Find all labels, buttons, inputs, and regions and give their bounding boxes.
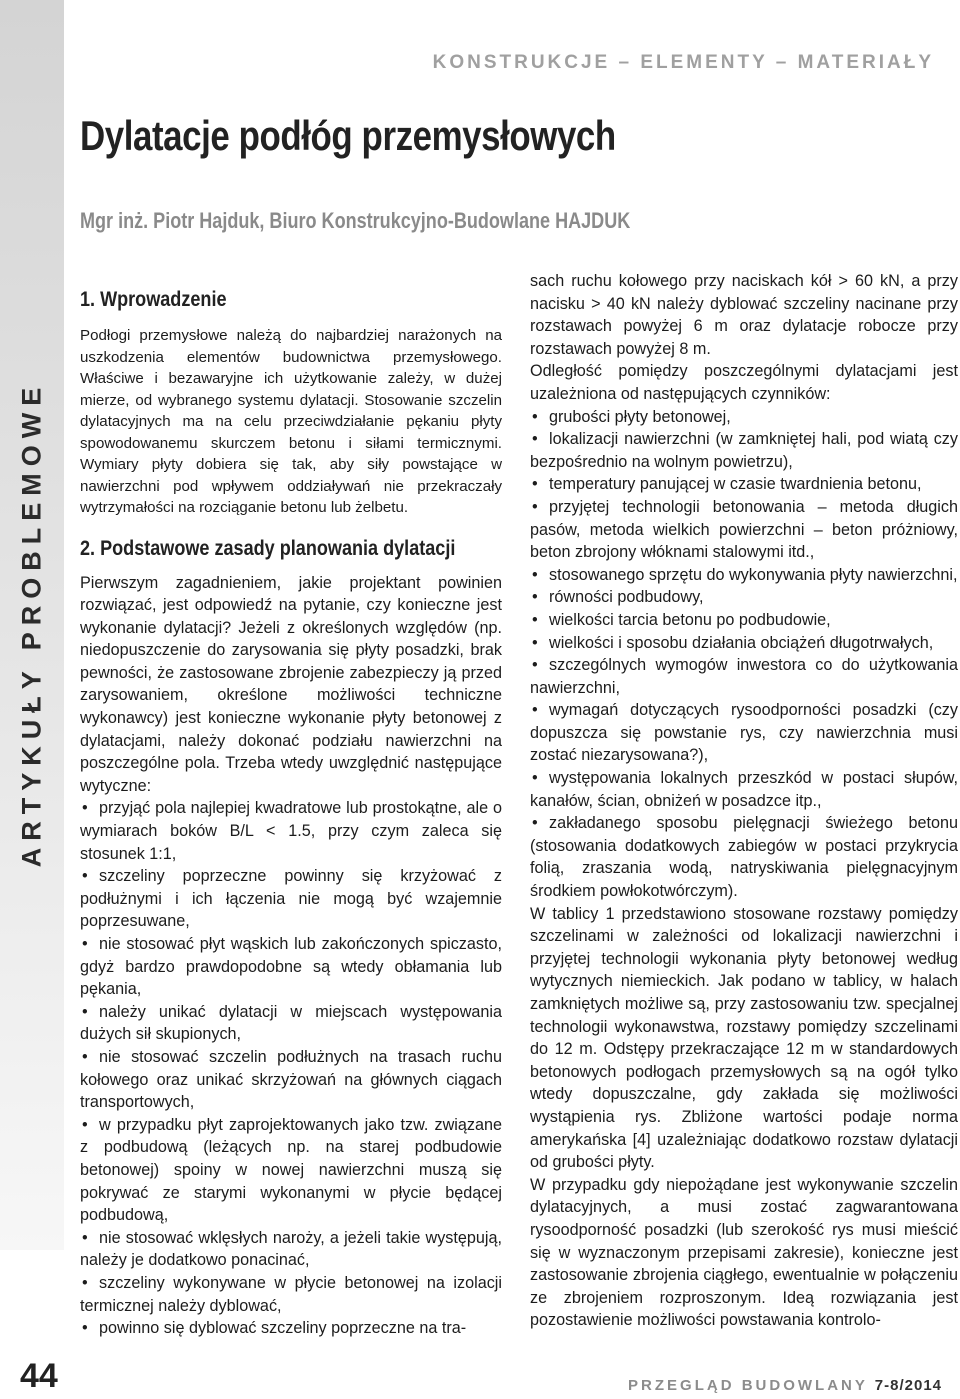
- bullet-icon: •: [532, 769, 538, 788]
- left-column: [80, 285, 502, 1340]
- factors-list: [530, 406, 958, 903]
- list-item: • w przypadku płyt zaprojektowanych jako tzw. związane z podbudową (leżących np. na starej podbudowie betonowej) spoiny w nowej nawierzchni muszą się pokrywać ze starymi wykonanymi w płycie będącej podbudową,: [80, 1115, 502, 1225]
- bullet-icon: •: [82, 867, 88, 886]
- list-item: • szczeliny poprzeczne powinny się krzyżować z podłużnymi i ich łączenia nie mogą być wzajemnie poprzesuwane,: [80, 867, 502, 931]
- author-line: Mgr inż. Piotr Hajduk, Biuro Konstrukcyjno-Budowlane HAJDUK: [80, 208, 631, 233]
- list-item: • szczeliny wykonywane w płycie betonowej na izolacji termicznej należy dyblować,: [80, 1273, 502, 1315]
- list-item: • lokalizacji nawierzchni (w zamkniętej hali, pod wiatą czy bezpośrednio na wolnym powietrzu),: [530, 430, 958, 471]
- bullet-icon: •: [532, 497, 538, 516]
- bullet-icon: •: [82, 1002, 88, 1021]
- section-header: KONSTRUKCJE – ELEMENTY – MATERIAŁY: [432, 52, 934, 73]
- bullet-icon: •: [82, 1273, 88, 1292]
- bullet-icon: •: [532, 407, 538, 426]
- list-item: • temperatury panującej w czasie twardnienia betonu,: [530, 473, 958, 496]
- guidelines-list: [80, 797, 502, 1339]
- list-item: • nie stosować szczelin podłużnych na trasach ruchu kołowego oraz unikać skrzyżowań na głównych ciągach transportowych,: [80, 1047, 502, 1112]
- side-bar: [0, 0, 64, 1250]
- bullet-icon: •: [532, 430, 538, 449]
- bullet-icon: •: [532, 633, 538, 652]
- intro-paragraph: Podłogi przemysłowe należą do najbardziej narażonych na uszkodzenia elementów budownictwa przemysłowego. Właściwe i bezawaryjne ich użytkowanie zależy, w dużej mierze, od wybranego systemu dylatacji. Stosowanie szczelin dylatacyjnych ma na celu przeciwdziałanie pękaniu płyty spowodowanemu skurczem betonu i siłami termicznymi. Wymiary płyty dobiera się tak, aby siły powstające w nawierzchni pod wpływem oddziaływań nie przekraczały wytrzymałości na rozciąganie betonu lub żelbetu.: [80, 327, 502, 516]
- list-item: • stosowanego sprzętu do wykonywania płyty nawierzchni,: [530, 564, 958, 587]
- list-item: • nie stosować wklęsłych naroży, a jeżeli takie występują, należy je dodatkowo ponacinać,: [80, 1228, 502, 1270]
- list-item: • występowania lokalnych przeszkód w postaci słupów, kanałów, ścian, obniżeń w posadzce itp.,: [530, 769, 958, 810]
- bullet-icon: •: [532, 701, 538, 720]
- bullet-icon: •: [82, 1115, 88, 1134]
- list-item: • grubości płyty betonowej,: [530, 406, 958, 429]
- bullet-icon: •: [532, 656, 538, 675]
- planning-paragraph: Pierwszym zagadnieniem, jakie projektant powinien rozwiązać, jest odpowiedź na pytanie, czy konieczne jest wykonanie dylatacji? Jeżeli z określonych względów (np. niedopuszczenie do zarysowania się płyty posadzki, brak pewności, że zastosowane zbrojenie zabezpieczy ją przed zarysowaniem, określone możliwości techniczne wykonawcy) jest konieczne wykonanie płyty betonowej z dylatacjami, należy dokonać podziału nawierzchni na poszczególne pola. Trzeba wtedy uwzględnić następujące wytyczne:: [80, 573, 502, 795]
- bullet-icon: •: [532, 814, 538, 833]
- list-item: • wielkości tarcia betonu po podbudowie,: [530, 609, 958, 632]
- list-item: • zakładanego sposobu pielęgnacji świeżego betonu (stosowania dodatkowych zabiegów w postaci przykrycia folią, zraszania wodą, natryskiwania pielęgnacyjnym środkiem powłokotwórczym).: [530, 814, 958, 901]
- factors-intro: Odległość pomiędzy poszczególnymi dylatacjami jest uzależniona od następujących czynników:: [530, 362, 958, 403]
- bullet-icon: •: [532, 565, 538, 584]
- list-item: • przyjętej technologii betonowania – metoda długich pasów, metoda wielkich powierzchni – beton próżniowy, beton zbrojony włóknami stalowymi itd.,: [530, 497, 958, 562]
- list-item: • wymagań dotyczących rysoodporności posadzki (czy dopuszcza się powstanie rys, czy nawierzchnia musi zostać niezarysowana?),: [530, 701, 958, 765]
- continuation-paragraph: sach ruchu kołowego przy naciskach kół > 60 kN, a przy nacisku > 40 kN należy dyblować szczeliny nacinane przy rozstawach powyżej 6 m oraz dylatacje robocze przy rozstawach powyżej 8 m.: [530, 272, 958, 358]
- bullet-icon: •: [82, 1047, 88, 1066]
- list-item: • wielkości i sposobu działania obciążeń długotrwałych,: [530, 632, 958, 655]
- list-item: • równości podbudowy,: [530, 586, 958, 609]
- bullet-icon: •: [532, 588, 538, 607]
- side-label: ARTYKUŁY PROBLEMOWE: [16, 380, 47, 868]
- issue-number: 7-8/2014: [874, 1377, 942, 1394]
- table-paragraph: W tablicy 1 przedstawiono stosowane rozstawy pomiędzy szczelinami w zależności od lokalizacji nawierzchni i przyjętej technologii wykonania płyty betonowej według wytycznych niemieckich. Jak podano w tablicy, w halach zamkniętych możliwe są, przy zastosowaniu tzw. specjalnej technologii wykonawstwa, rozstawy pomiędzy szczelinami do 12 m. Odstępy przekraczające 12 m w standardowych betonowych podłogach przemysłowych są na ogół tylko wtedy dopuszczalne, gdy zakłada się możliwości wystąpienia rys. Zbliżone wartości podaje norma amerykańska [4] uzależniając dodatkowo rozstaw dylatacji od grubości płyty.: [530, 904, 958, 1172]
- page-title: Dylatacje podłóg przemysłowych: [80, 112, 616, 159]
- page-number: 44: [20, 1357, 58, 1395]
- bullet-icon: •: [82, 1319, 88, 1338]
- journal-name: PRZEGLĄD BUDOWLANY: [628, 1377, 868, 1394]
- final-paragraph: W przypadku gdy niepożądane jest wykonywanie szczelin dylatacyjnych, a musi zostać zagwarantowana rysoodporność posadzki (lub szerokość rys musi mieścić się w wyznaczonym przepisami zakresie), konieczne jest zastosowanie zbrojenia ciągłego, ewentualnie w połączeniu ze zbrojeniem rozproszonym. Ideą rozwiązania jest pozostawienie możliwości powstawania kontrolo-: [530, 1175, 958, 1330]
- list-item: • szczególnych wymogów inwestora co do użytkowania nawierzchni,: [530, 656, 958, 697]
- section-heading-2: 2. Podstawowe zasady planowania dylatacji: [80, 535, 456, 560]
- list-item: • nie stosować płyt wąskich lub zakończonych spiczasto, gdyż bardzo prawdopodobne są wtedy obłamania lub pękania,: [80, 935, 502, 999]
- bullet-icon: •: [82, 799, 88, 818]
- bullet-icon: •: [532, 610, 538, 629]
- right-column: [530, 270, 958, 1332]
- bullet-icon: •: [82, 935, 88, 953]
- bullet-icon: •: [82, 1228, 88, 1247]
- bullet-icon: •: [532, 475, 538, 494]
- list-item: • powinno się dyblować szczeliny poprzeczne na tra-: [80, 1317, 502, 1340]
- section-heading-1: 1. Wprowadzenie: [80, 287, 227, 311]
- list-item: • przyjąć pola najlepiej kwadratowe lub prostokątne, ale o wymiarach boków B/L < 1.5, przy czym zaleca się stosunek 1:1,: [80, 799, 502, 863]
- list-item: • należy unikać dylatacji w miejscach występowania dużych sił skupionych,: [80, 1002, 502, 1044]
- journal-footer: [628, 1377, 942, 1394]
